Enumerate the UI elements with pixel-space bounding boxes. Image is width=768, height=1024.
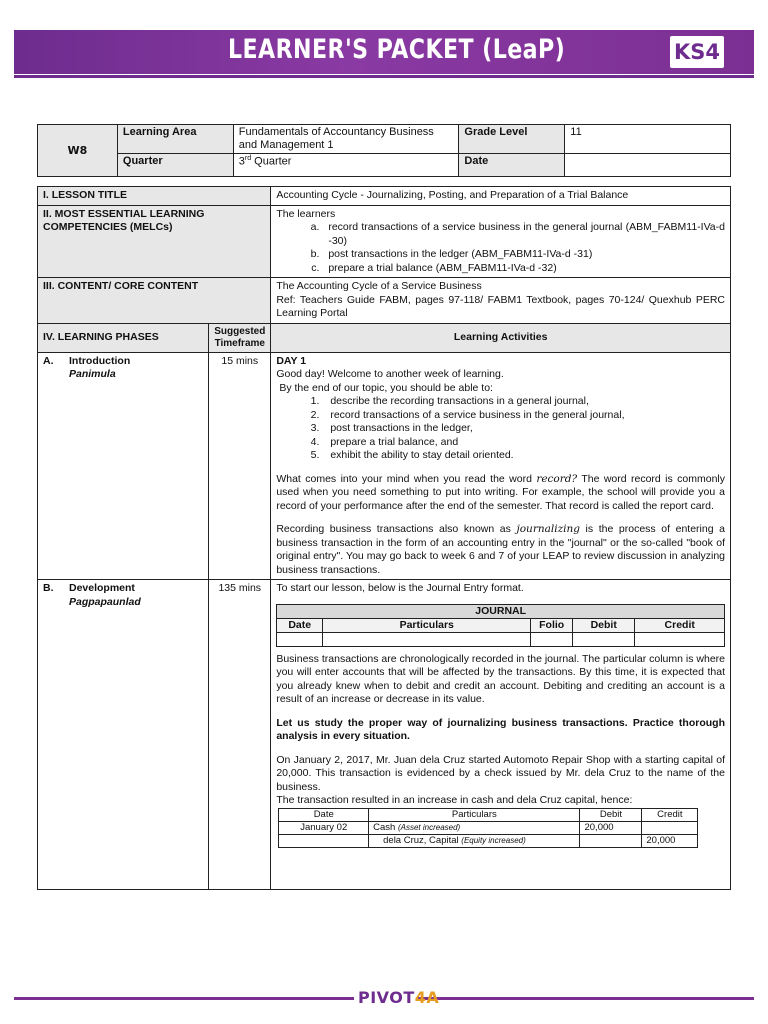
journal-title: JOURNAL xyxy=(277,604,725,618)
lesson-title-value: Accounting Cycle - Journalizing, Posting, and Preparation of a Trial Balance xyxy=(271,187,731,206)
phase-name: Introduction xyxy=(69,354,131,367)
development-paragraph-2: On January 2, 2017, Mr. Juan dela Cruz started Automoto Repair Shop with a starting capital of 20,000. This transaction is evidenced by a check issued by Mr. dela Cruz to the name of the business. xyxy=(276,753,725,793)
learning-area-value: Fundamentals of Accountancy Business and Management 1 xyxy=(233,125,459,154)
phase-sub: Panimula xyxy=(69,368,116,380)
day-label: DAY 1 xyxy=(276,354,307,367)
entry-col-date: Date xyxy=(279,808,369,821)
phases-header: IV. LEARNING PHASES xyxy=(38,323,209,352)
intro-paragraph-2: Recording business transactions also known as journalizing is the process of entering a business transaction in the form of an accounting entry in the "journal" or the so-called "book of original entry". You may go back to week 6 and 7 of your LEAP to review discussion in analyzing business transactions. xyxy=(276,523,725,576)
objective-item: 3. post transactions in the ledger, xyxy=(322,422,725,436)
entry-col-particulars: Particulars xyxy=(369,808,580,821)
objective-item: 5. exhibit the ability to stay detail oriented. xyxy=(322,449,725,463)
phase-sub: Pagpapaunlad xyxy=(69,595,141,608)
intro-paragraph-1: What comes into your mind when you read the word record? The word record is commonly used when you need something to put into writing. For example, the school will provide you a record of your performance after the end of the semester. That record is called the report card. xyxy=(276,472,725,512)
info-table xyxy=(37,124,731,177)
packet-title: LEARNER'S PACKET (LeaP) xyxy=(228,34,566,65)
journal-col-particulars: Particulars xyxy=(323,618,531,632)
melc-item: b. post transactions in the ledger (ABM_FABM11-IVa-d -31) xyxy=(322,248,725,262)
intro-activities: DAY 1 Good day! Welcome to another week of learning. By the end of our topic, you should be able to: 1. describe the recording transactions in a general journal, 2. record transactions of a service business in the general journal, 3. post transactions in the ledger, 4. prepare a trial balance, and 5. exhibit the ability to stay detail oriented. What comes into your mind when you read the word record? The word record is commonly used when you need something to put into writing. For example, the school will provide you a record of your performance after the end of the semester. That record is called the report card. Recording business transactions also known as journalizing is the process of entering a business transaction in the form of an accounting entry in the "journal" or the so-called "book of original entry". You may go back to week 6 and 7 of your LEAP to review discussion in analyzing business transactions. xyxy=(271,352,731,580)
development-paragraph-3: The transaction resulted in an increase in cash and dela Cruz capital, hence: xyxy=(276,794,633,806)
development-timeframe: 135 mins xyxy=(209,580,271,890)
grade-level-label: Grade Level xyxy=(459,125,565,154)
development-paragraph-1: Business transactions are chronologically recorded in the journal. The particular column is where you will enter accounts that will be affected by the transactions. By this time, it is expected that you already knew when to debit and credit an account. Debiting and crediting an account is a result of an increase or decrease in its value. xyxy=(276,652,725,705)
timeframe-header: Suggested Timeframe xyxy=(209,323,271,352)
content-value: The Accounting Cycle of a Service Business Ref: Teachers Guide FABM, pages 97-118/ FABM1 Textbook, pages 70-124/ Quexhub PERC Learning Portal xyxy=(271,278,731,324)
journal-format-table xyxy=(276,604,725,647)
entry-row: January 02 Cash (Asset increased) 20,000 xyxy=(279,821,698,834)
content-label: III. CONTENT/ CORE CONTENT xyxy=(38,278,271,324)
quarter-value: 3rd Quarter xyxy=(233,154,459,177)
phase-name: Development xyxy=(69,582,135,594)
week-number: W8 xyxy=(38,125,118,177)
journal-col-folio: Folio xyxy=(531,618,573,632)
melc-item: a. record transactions of a service business in the general journal (ABM_FABM11-IVa-d -30) xyxy=(322,221,725,248)
journal-col-credit: Credit xyxy=(635,618,725,632)
journal-col-debit: Debit xyxy=(572,618,634,632)
melc-label: II. MOST ESSENTIAL LEARNING COMPETENCIES (MELCs) xyxy=(38,205,271,278)
development-activities: To start our lesson, below is the Journal Entry format. JOURNAL Date Particulars Folio Debit Credit Business transactions are chronologically recorded in the journal. The particular column is where you will enter accounts that will be affected by the transactions. By this time, it is expected that you already knew when to debit and credit an account. Debiting and crediting an account is a result of an increase or decrease in its value. Let us study the proper way of journalizing business transactions. Practice thorough analysis in every situation. On January 2, 2017, Mr. Juan dela Cruz started Automoto Repair Shop with a starting capital of 20,000. This transaction is evidenced by a check issued by Mr. dela Cruz to the name of the business. The transaction resulted in an increase in cash and dela Cruz capital, hence: Date Particulars Debit Credit January 02 Cash (Asset increased) 20,000 dela Cruz, Capital (Equity increased) 20,000 xyxy=(271,580,731,890)
melc-list xyxy=(271,205,731,278)
phase-development: B. Development Pagpapaunlad xyxy=(38,580,209,890)
date-value xyxy=(565,154,731,177)
phase-introduction: A. Introduction Panimula xyxy=(38,352,209,580)
header-underline xyxy=(14,75,754,78)
entry-col-debit: Debit xyxy=(580,808,642,821)
activities-header: Learning Activities xyxy=(271,323,731,352)
melc-intro: The learners xyxy=(276,207,336,220)
objectives-list xyxy=(322,395,725,463)
footer-line-left xyxy=(14,997,354,1000)
entry-col-credit: Credit xyxy=(642,808,698,821)
objective-item: 2. record transactions of a service business in the general journal, xyxy=(322,409,725,423)
lesson-title-label: I. LESSON TITLE xyxy=(38,187,271,206)
lesson-table xyxy=(37,186,731,890)
grade-level-value: 11 xyxy=(565,125,731,154)
footer-line-right xyxy=(418,997,754,1000)
objective-item: 1. describe the recording transactions in a general journal, xyxy=(322,395,725,409)
melc-item: c. prepare a trial balance (ABM_FABM11-IVa-d -32) xyxy=(322,262,725,276)
pivot-logo: PIVOT4A xyxy=(358,988,440,1007)
journal-col-date: Date xyxy=(277,618,323,632)
entry-row: dela Cruz, Capital (Equity increased) 20,000 xyxy=(279,834,698,847)
quarter-label: Quarter xyxy=(117,154,233,177)
date-label: Date xyxy=(459,154,565,177)
development-bold-paragraph: Let us study the proper way of journalizing business transactions. Practice thorough analysis in every situation. xyxy=(276,716,725,742)
objective-item: 4. prepare a trial balance, and xyxy=(322,436,725,450)
intro-timeframe: 15 mins xyxy=(209,352,271,580)
key-stage-badge: KS4 xyxy=(670,36,724,68)
journal-entry-table xyxy=(278,808,698,848)
learning-area-label: Learning Area xyxy=(117,125,233,154)
